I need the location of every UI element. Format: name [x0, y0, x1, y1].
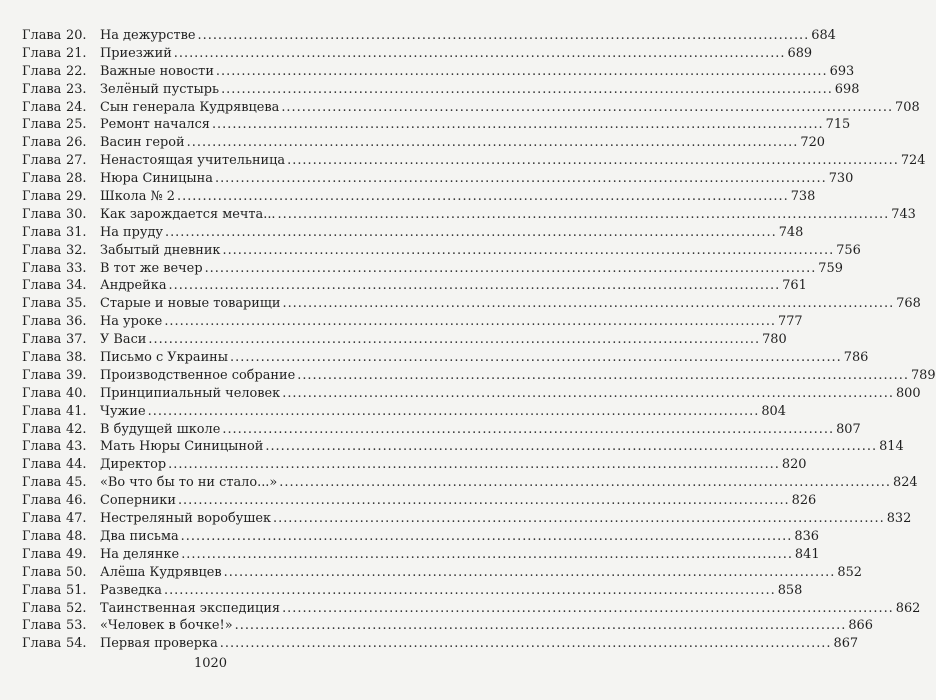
chapter-page: 824	[893, 475, 918, 491]
chapter-number: 35.	[66, 296, 87, 312]
chapter-page: 814	[879, 439, 904, 455]
chapter-title: «Во что бы то ни стало...»	[100, 475, 278, 491]
toc-entry	[22, 438, 904, 456]
chapter-number: 54.	[66, 636, 87, 652]
chapter-number: 29.	[66, 189, 87, 205]
dot-leader	[278, 206, 890, 224]
chapter-number: 45.	[66, 475, 87, 491]
toc-entry	[22, 331, 787, 349]
chapter-page: 832	[886, 511, 912, 527]
chapter-title: Чужие	[100, 403, 146, 419]
dot-leader	[181, 528, 793, 546]
chapter-page: 720	[800, 135, 825, 151]
chapter-word: Глава	[22, 332, 62, 348]
dot-leader	[164, 313, 776, 331]
toc-entry	[22, 456, 807, 474]
chapter-title: Васин герой	[100, 135, 185, 151]
chapter-title: Два письма	[100, 528, 179, 544]
dot-leader	[282, 295, 894, 313]
chapter-page: 724	[900, 153, 926, 169]
chapter-title: Как зарождается мечта...	[100, 206, 276, 222]
toc-entry	[22, 277, 807, 295]
chapter-word: Глава	[22, 475, 62, 491]
chapter-title: Старые и новые товарищи	[100, 296, 281, 312]
chapter-page: 693	[829, 63, 855, 79]
chapter-word: Глава	[22, 493, 62, 509]
dot-leader	[205, 260, 817, 278]
dot-leader	[164, 582, 776, 600]
chapter-word: Глава	[22, 528, 62, 544]
chapter-title: Нестреляный воробушек	[100, 511, 272, 527]
chapter-word: Глава	[22, 135, 62, 151]
chapter-page: 841	[794, 546, 820, 562]
dot-leader	[181, 546, 793, 564]
chapter-word: Глава	[22, 242, 62, 258]
chapter-title: На уроке	[100, 314, 163, 330]
chapter-number: 26.	[66, 135, 87, 151]
chapter-word: Глава	[22, 171, 62, 187]
toc-entry	[22, 564, 862, 582]
chapter-page: 777	[778, 314, 803, 330]
dot-leader	[281, 99, 893, 117]
toc-entry	[22, 260, 843, 278]
chapter-number: 40.	[66, 385, 87, 401]
dot-leader	[230, 349, 842, 367]
chapter-title: Зелёный пустырь	[100, 81, 220, 97]
chapter-title: Принципиальный человек	[100, 385, 281, 401]
chapter-number: 32.	[66, 242, 87, 258]
chapter-word: Глава	[22, 618, 62, 634]
dot-leader	[177, 188, 789, 206]
chapter-title: Андрейка	[100, 278, 167, 294]
dot-leader	[169, 277, 781, 295]
chapter-word: Глава	[22, 224, 62, 240]
chapter-word: Глава	[22, 457, 62, 473]
dot-leader	[297, 367, 909, 385]
dot-leader	[273, 510, 885, 528]
chapter-page: 866	[848, 618, 873, 634]
chapter-word: Глава	[22, 403, 62, 419]
chapter-title: Важные новости	[100, 63, 214, 79]
chapter-number: 37.	[66, 332, 87, 348]
chapter-word: Глава	[22, 117, 62, 133]
chapter-title: Приезжий	[100, 45, 172, 61]
chapter-number: 49.	[66, 546, 87, 562]
toc-entry	[22, 313, 803, 331]
chapter-page: 708	[895, 99, 920, 115]
chapter-number: 20.	[66, 28, 87, 43]
chapter-title: У Васи	[100, 332, 147, 348]
dot-leader	[216, 63, 828, 81]
chapter-word: Глава	[22, 367, 62, 383]
chapter-title: В тот же вечер	[100, 260, 203, 276]
chapter-number: 51.	[66, 582, 87, 598]
dot-leader	[279, 474, 891, 492]
chapter-number: 34.	[66, 278, 87, 294]
page-number: 1020	[193, 656, 228, 671]
chapter-number: 25.	[66, 117, 87, 133]
dot-leader	[282, 385, 894, 403]
table-of-contents	[22, 27, 936, 653]
chapter-number: 33.	[66, 260, 87, 276]
toc-entry	[22, 206, 916, 224]
toc-entry	[22, 474, 918, 492]
chapter-word: Глава	[22, 439, 62, 455]
dot-leader	[235, 617, 847, 635]
chapter-page: 867	[833, 636, 859, 652]
chapter-page: 800	[895, 385, 921, 401]
chapter-number: 38.	[66, 350, 87, 366]
chapter-number: 36.	[66, 314, 87, 330]
toc-entry	[22, 600, 921, 618]
toc-entry	[22, 349, 869, 367]
chapter-title: Разведка	[100, 582, 162, 598]
chapter-word: Глава	[22, 278, 62, 294]
toc-entry	[22, 242, 861, 260]
dot-leader	[168, 456, 780, 474]
chapter-number: 44.	[66, 457, 87, 473]
dot-leader	[148, 403, 760, 421]
dot-leader	[282, 600, 894, 618]
chapter-page: 684	[811, 28, 836, 43]
dot-leader	[221, 81, 833, 99]
chapter-word: Глава	[22, 385, 62, 401]
toc-entry	[22, 224, 804, 242]
chapter-number: 39.	[66, 367, 87, 383]
chapter-title: Соперники	[100, 493, 176, 509]
chapter-page: 689	[787, 45, 813, 61]
chapter-title: Производственное собрание	[100, 367, 296, 383]
chapter-page: 756	[836, 242, 861, 258]
chapter-page: 780	[762, 332, 787, 348]
toc-entry	[22, 27, 836, 45]
chapter-title: На делянке	[100, 546, 180, 562]
chapter-title: Алёша Кудрявцев	[100, 564, 222, 580]
chapter-word: Глава	[22, 81, 62, 97]
dot-leader	[148, 331, 760, 349]
dot-leader	[215, 170, 827, 188]
toc-entry	[22, 116, 851, 134]
chapter-number: 24.	[66, 99, 87, 115]
chapter-page: 826	[791, 493, 817, 509]
chapter-word: Глава	[22, 28, 62, 43]
toc-entry	[22, 188, 816, 206]
chapter-title: Забытый дневник	[100, 242, 221, 258]
chapter-word: Глава	[22, 45, 62, 61]
chapter-page: 862	[895, 600, 921, 616]
chapter-word: Глава	[22, 153, 62, 169]
chapter-number: 46.	[66, 493, 87, 509]
chapter-number: 50.	[66, 564, 87, 580]
chapter-word: Глава	[22, 260, 62, 276]
chapter-word: Глава	[22, 546, 62, 562]
toc-entry	[22, 385, 921, 403]
chapter-title: Нюра Синицына	[100, 171, 213, 187]
chapter-page: 807	[836, 421, 861, 437]
chapter-title: Школа № 2	[100, 189, 175, 205]
chapter-page: 820	[781, 457, 807, 473]
chapter-number: 28.	[66, 171, 87, 187]
chapter-title: На дежурстве	[100, 28, 196, 43]
chapter-word: Глава	[22, 564, 62, 580]
dot-leader	[220, 635, 832, 653]
chapter-page: 789	[910, 367, 936, 383]
chapter-word: Глава	[22, 314, 62, 330]
chapter-word: Глава	[22, 206, 62, 222]
toc-entry	[22, 81, 860, 99]
chapter-page: 836	[794, 528, 819, 544]
chapter-number: 53.	[66, 618, 87, 634]
chapter-title: Первая проверка	[100, 636, 218, 652]
toc-entry	[22, 546, 820, 564]
chapter-word: Глава	[22, 600, 62, 616]
toc-entry	[22, 510, 912, 528]
toc-entry	[22, 134, 825, 152]
dot-leader	[165, 224, 777, 242]
chapter-page: 743	[891, 206, 916, 222]
chapter-number: 30.	[66, 206, 87, 222]
chapter-page: 698	[834, 81, 860, 97]
dot-leader	[222, 242, 834, 260]
toc-entry	[22, 635, 859, 653]
chapter-word: Глава	[22, 189, 62, 205]
chapter-title: На пруду	[100, 224, 163, 240]
chapter-page: 768	[896, 296, 921, 312]
chapter-word: Глава	[22, 511, 62, 527]
chapter-number: 48.	[66, 528, 87, 544]
chapter-page: 748	[778, 224, 804, 240]
chapter-number: 21.	[66, 45, 87, 61]
chapter-title: В будущей школе	[100, 421, 221, 437]
chapter-word: Глава	[22, 296, 62, 312]
chapter-number: 22.	[66, 63, 87, 79]
chapter-word: Глава	[22, 636, 62, 652]
chapter-page: 738	[790, 189, 816, 205]
toc-entry	[22, 170, 854, 188]
chapter-page: 730	[828, 171, 854, 187]
chapter-number: 52.	[66, 600, 87, 616]
toc-entry	[22, 367, 936, 385]
chapter-page: 761	[782, 278, 807, 294]
chapter-page: 759	[818, 260, 843, 276]
dot-leader	[174, 45, 786, 63]
toc-entry	[22, 617, 873, 635]
chapter-page: 786	[843, 350, 869, 366]
chapter-word: Глава	[22, 582, 62, 598]
dot-leader	[198, 27, 810, 45]
chapter-number: 31.	[66, 224, 87, 240]
chapter-number: 23.	[66, 81, 87, 97]
chapter-number: 43.	[66, 439, 87, 455]
chapter-number: 27.	[66, 153, 87, 169]
chapter-page: 858	[777, 582, 803, 598]
toc-entry	[22, 421, 861, 439]
chapter-title: Письмо с Украины	[100, 350, 229, 366]
chapter-number: 41.	[66, 403, 87, 419]
chapter-word: Глава	[22, 421, 62, 437]
chapter-title: Ремонт начался	[100, 117, 210, 133]
dot-leader	[178, 492, 790, 510]
chapter-page: 852	[837, 564, 862, 580]
toc-entry	[22, 45, 813, 63]
chapter-page: 804	[761, 403, 786, 419]
chapter-title: Таинственная экспедиция	[100, 600, 281, 616]
chapter-title: Директор	[100, 457, 167, 473]
toc-entry	[22, 582, 803, 600]
dot-leader	[212, 116, 824, 134]
chapter-title: «Человек в бочке!»	[100, 618, 233, 634]
chapter-title: Мать Нюры Синицыной	[100, 439, 264, 455]
chapter-title: Ненастоящая учительница	[100, 153, 286, 169]
chapter-word: Глава	[22, 63, 62, 79]
dot-leader	[222, 421, 834, 439]
toc-entry	[22, 63, 855, 81]
toc-entry	[22, 152, 926, 170]
chapter-title: Сын генерала Кудрявцева	[100, 99, 280, 115]
dot-leader	[287, 152, 899, 170]
toc-entry	[22, 99, 920, 117]
dot-leader	[224, 564, 836, 582]
chapter-number: 42.	[66, 421, 87, 437]
toc-entry	[22, 403, 786, 421]
chapter-page: 715	[825, 117, 851, 133]
toc-entry	[22, 492, 817, 510]
dot-leader	[187, 134, 799, 152]
chapter-word: Глава	[22, 350, 62, 366]
toc-entry	[22, 295, 921, 313]
toc-entry	[22, 528, 819, 546]
dot-leader	[265, 438, 877, 456]
chapter-word: Глава	[22, 99, 62, 115]
chapter-number: 47.	[66, 511, 87, 527]
